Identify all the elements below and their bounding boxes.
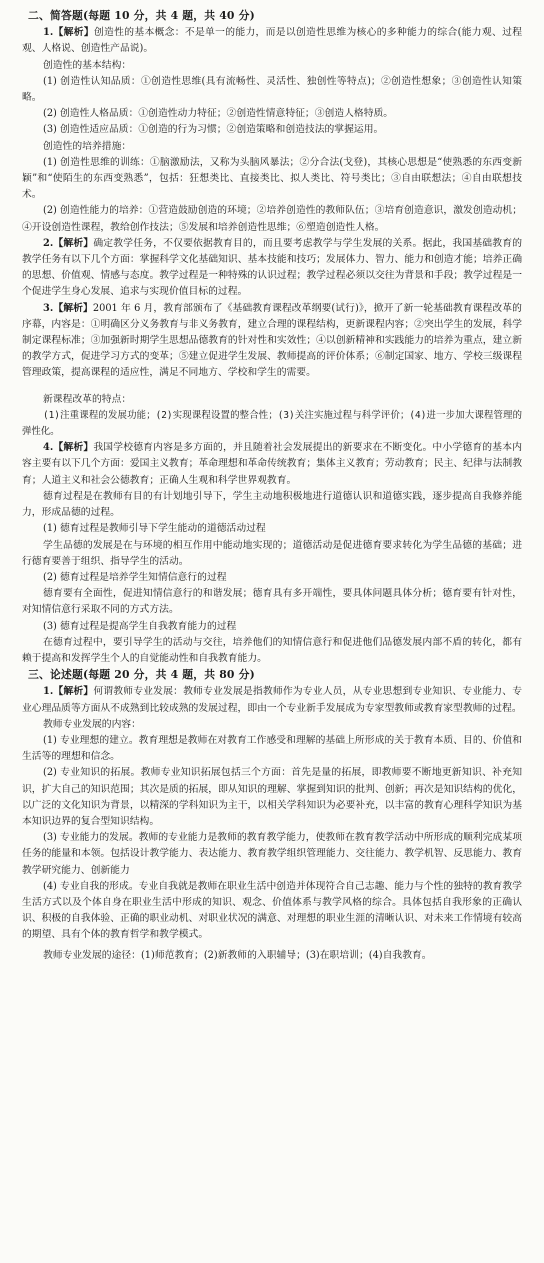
s2-struct-title: 创造性的基本结构： (43, 59, 132, 71)
s2-q1-text: 创造性的基本概念：不是单一的能力，而是以创造性思维为核心的多种能力的综合(能力观、过程观、人格说、创造性产品说)。 (22, 27, 522, 55)
s2-train-title: 创造性的培养措施： (43, 140, 132, 152)
s3-content-title: 教师专业发展的内容： (43, 718, 141, 730)
s3-c2: (2) 专业知识的拓展。教师专业知识拓展包括三个方面：首先是量的拓展，即教师要不断地更新知识、补充知识，扩大自己的知识范围；其次是质的拓展，即从知识的理解、掌握到知识的批判、创新；再次是知识结构的优化，以广泛的文化知识为背景，以精深的学科知识为主干，以相关学科知识为必要补充，以丰富的教育心理科学知识为基本知识边界的复合型知识结构。 (22, 767, 522, 827)
s2-q2-text: 确定教学任务，不仅要依据教育目的，而且要考虑教学与学生发展的关系。据此，我国基础教育的教学任务有以下几个方面：掌握科学文化基础知识、基本技能和技巧；发展体力、智力、能力和创造才能；培养正确的思想、价值观、情感与态度。教学过程是一种特殊的认识过程；教学过程必须以交往为背景和手段；教学过程是一个促进学生身心发展、追求与实现价值目标的过程。 (22, 237, 523, 298)
spacer (22, 382, 522, 392)
s2-train-1: (1) 创造性思维的训练：①脑激励法，又称为头脑风暴法；②分合法(戈登)，其核心思想是“使熟悉的东西变新颖”和“使陌生的东西变熟悉”，包括：狂想类比、直接类比、拟人类比、符号类比；③自由联想法；④自由联想技术。 (22, 156, 522, 201)
s3-c1: (1) 专业理想的建立。教育理想是教师在对教育工作感受和理解的基础上所形成的关于教育本质、目的、价值和生活等的理想和信念。 (22, 734, 522, 763)
s2-q4-lead: 4.【解析】 (43, 442, 94, 454)
s2-reform-text: (1)注重课程的发展功能；(2)实现课程设置的整合性；(3)关注实施过程与科学评价；(4)进一步加大课程管理的弹性化。 (22, 409, 522, 438)
s2-q4 (22, 440, 522, 489)
s2-reform-title: 新课程改革的特点： (43, 393, 132, 405)
s2-q2 (22, 236, 522, 301)
s2-q3-lead: 3.【解析】 (43, 302, 93, 314)
section-2-heading: 二、简答题(每题 10 分，共 4 题，共 40 分) (28, 9, 255, 22)
s2-struct-2: (2) 创造性人格品质：①创造性动力特征；②创造性情意特征；③创造人格特质。 (43, 108, 394, 120)
s2-m3-text: 在德育过程中，要引导学生的活动与交往，培养他们的知情信意行和促进他们品德发展内部不盾的转化，都有赖于提高和发挥学生个人的自觉能动性和自我教育能力。 (22, 636, 522, 664)
s2-q2-lead: 2.【解析】 (43, 237, 94, 249)
s2-q1-intro (22, 25, 522, 57)
s3-c3: (3) 专业能力的发展。教师的专业能力是教师的教育教学能力，使教师在教育教学活动中所形成的顺利完成某项任务的能量和本领。包括设计教学能力、表达能力、教育教学组织管理能力、交往能力、教学机智、反思能力、教育教学研究能力、创新能力 (22, 832, 522, 876)
s2-m2-text: 德育要有全面性，促进知情信意行的和谐发展；德育具有多开端性，要具体问题具体分析；德育要有针对性，对知情信意行采取不同的方式方法。 (22, 588, 522, 616)
s2-m1-text: 学生品德的发展是在与环境的相互作用中能动地实现的；道德活动是促进德育要求转化为学生品德的基础；进行德育要善于组织、指导学生的活动。 (22, 539, 522, 567)
s3-c4: (4) 专业自我的形成。专业自我就是教师在职业生活中创造并体现符合自己志趣、能力与个性的独特的教育教学生活方式以及个体自身在职业生活中形成的知识、观念、价值体系与教学风格的综合。具体包括自我形象的正确认识、积极的自我体验、正确的职业动机、对职业状况的满意、对理想的职业生涯的清晰认识、对未来工作情境有较高的期望、具有个体的教育哲学和教学模式。 (22, 880, 522, 941)
s2-moral-def: 德育过程是在教师有目的有计划地引导下，学生主动地积极地进行道德认识和道德实践，逐步提高自我修养能力，形成品德的过程。 (22, 490, 522, 519)
s2-train-2: (2) 创造性能力的培养：①营造鼓励创造的环境；②培养创造性的教师队伍；③培育创造意识，激发创造动机；④开设创造性课程，教给创作技法；⑤发展和培养创造性思维；⑥塑造创造性人格。 (22, 205, 522, 233)
s2-q1-lead: 1.【解析】 (43, 27, 94, 39)
s2-m2-title: (2) 德育过程是培养学生知情信意行的过程 (43, 571, 227, 583)
s2-q4-text: 我国学校德育内容是多方面的，并且随着社会发展提出的新要求在不断变化。中小学德育的基本内容主要有以下几个方面：爱国主义教育；革命理想和革命传统教育；集体主义教育；劳动教育；民主、纪律与法制教育；人道主义和社会公德教育；正确人生观和科学世界观教育。 (22, 442, 523, 486)
s3-q1-lead: 1.【解析】 (43, 686, 94, 698)
s2-m1-title: (1) 德育过程是教师引导下学生能动的道德活动过程 (43, 523, 266, 535)
s2-q3-text: 2001 年 6 月，教育部颁布了《基础教育课程改革纲要(试行)》，掀开了新一轮基础教育课程改革的序幕，内容是：①明确区分义务教育与非义务教育，建立合理的课程结构，更新课程内容；②突出学生的发展，科学制定课程标准；③加强新时期学生思想品德教育的针对性和实效性；④以创新精神和实践能力的培养为重点，建立新的教学方式，促进学习方式的变革；⑤建立促进学生发展、教师提高的评价体系；⑥制定国家、地方、学校三级课程管理政策，提高课程的适应性，满足不同地方、学校和学生的需要。 (22, 302, 522, 379)
s3-q1-text: 何谓教师专业发展：教师专业发展是指教师作为专业人员，从专业思想到专业知识、专业能力、专业心理品质等方面从不成熟到比较成熟的发展过程，即由一个专业新手发展成为专家型教师或教育家型教师的过程。 (22, 686, 523, 714)
s2-q3 (22, 301, 522, 382)
s2-m3-title: (3) 德育过程是提高学生自我教育能力的过程 (43, 620, 237, 632)
s2-struct-3: (3) 创造性适应品质：①创造的行为习惯；②创造策略和创造技法的掌握运用。 (43, 124, 384, 136)
s3-q1 (22, 684, 522, 716)
section-3-heading: 三、论述题(每题 20 分，共 4 题，共 80 分) (28, 668, 255, 682)
s2-struct-1: (1) 创造性认知品质：①创造性思维(具有流畅性、灵活性、独创性等特点)；②创造性想象；③创造性认知策略。 (22, 75, 522, 104)
s3-paths: 教师专业发展的途径：(1)师范教育；(2)新教师的入职辅导；(3)在职培训；(4)自我教育。 (43, 949, 432, 961)
